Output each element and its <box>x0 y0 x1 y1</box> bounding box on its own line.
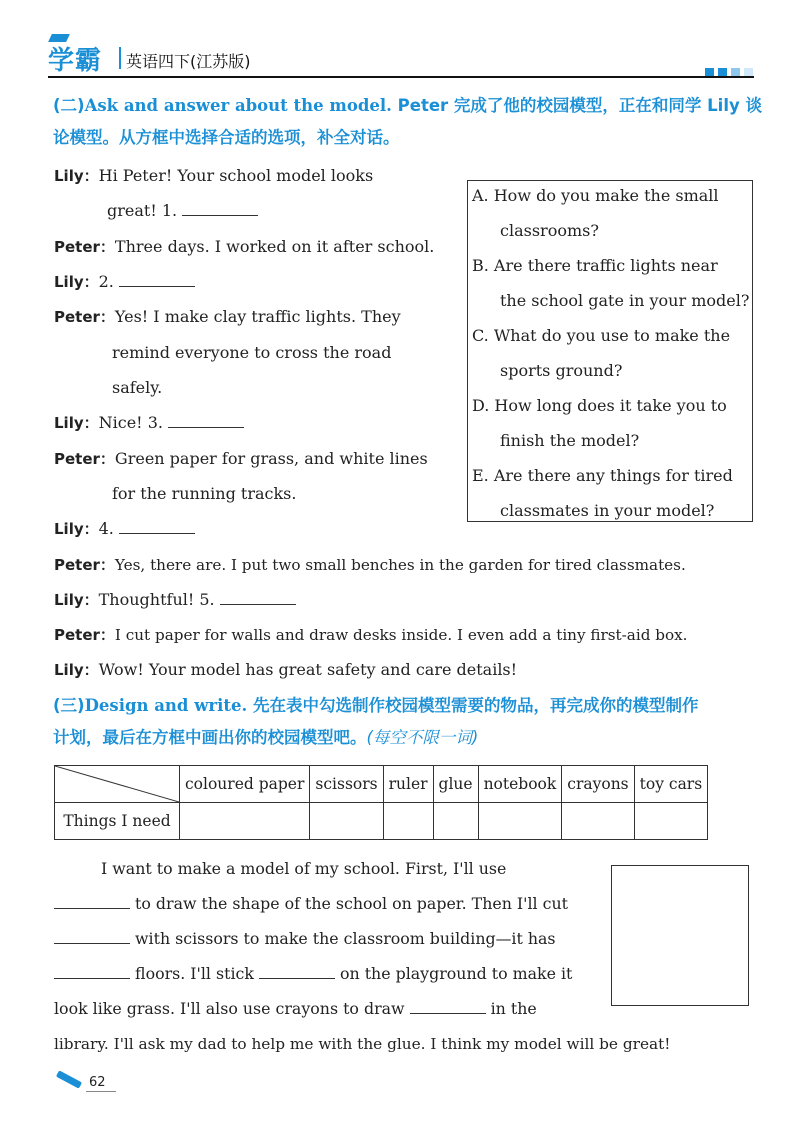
option-d: D. How long does it take you to <box>472 396 727 415</box>
option-a-cont: classrooms? <box>500 221 599 240</box>
answer-blank-4[interactable] <box>119 519 195 534</box>
dialogue-text: I cut paper for walls and draw desks inside. I even add a tiny first-aid box. <box>114 626 688 644</box>
para-line-3 <box>54 929 556 949</box>
check-cell-crayons[interactable] <box>562 803 634 840</box>
table-row <box>55 803 708 840</box>
para-text: in the <box>490 999 537 1018</box>
dialogue-text: Hi Peter! Your school model looks <box>98 166 374 185</box>
section-3-title <box>53 690 763 754</box>
dialogue-line <box>54 272 195 292</box>
para-text: to draw the shape of the school on paper. Then I'll cut <box>135 894 568 913</box>
speaker-label: Lily： <box>54 273 99 291</box>
check-cell-notebook[interactable] <box>478 803 562 840</box>
dialogue-line <box>54 413 244 433</box>
dialogue-text: safely. <box>112 378 163 397</box>
speaker-label: Lily： <box>54 520 99 538</box>
section-3-title-zh-2: 计划，最后在方框中画出你的校园模型吧。 <box>53 728 367 747</box>
dialogue-line <box>54 237 434 257</box>
writing-blank-2[interactable] <box>54 929 130 944</box>
para-line-5 <box>54 999 537 1019</box>
dialogue-line <box>54 555 686 575</box>
dialogue-text: 2. <box>98 272 114 291</box>
table-header-row <box>55 766 708 803</box>
pencil-icon <box>56 1070 82 1088</box>
dialogue-line <box>54 625 688 645</box>
dialogue-line <box>54 166 373 186</box>
para-text: floors. I'll stick <box>135 964 254 983</box>
para-line-6: library. I'll ask my dad to help me with the glue. I think my model will be great! <box>54 1035 671 1053</box>
para-text: on the playground to make it <box>340 964 573 983</box>
speaker-label: Lily： <box>54 167 99 185</box>
option-b-cont: the school gate in your model? <box>500 291 750 310</box>
section-2-number: (二) <box>53 96 85 115</box>
footer-rule <box>86 1091 116 1092</box>
speaker-label: Lily： <box>54 661 99 679</box>
dialogue-text: Thoughtful! 5. <box>98 590 215 609</box>
para-text: look like grass. I'll also use crayons to draw <box>54 999 405 1018</box>
speaker-label: Peter： <box>54 556 115 574</box>
speaker-label: Peter： <box>54 626 115 644</box>
option-d-cont: finish the model? <box>500 431 640 450</box>
dialogue-line <box>54 449 428 469</box>
header-divider <box>119 47 121 69</box>
header-toy-cars: toy cars <box>634 766 708 803</box>
section-2-title-zh-2: 论模型。从方框中选择合适的选项，补全对话。 <box>53 128 400 147</box>
speaker-label: Peter： <box>54 308 115 326</box>
dialogue-line <box>54 590 296 610</box>
para-line-1: I want to make a model of my school. First, I'll use <box>101 859 507 878</box>
speaker-label: Peter： <box>54 450 115 468</box>
section-3-title-en: Design and write. <box>84 696 248 715</box>
drawing-box[interactable] <box>611 865 749 1006</box>
dialogue-text: Yes! I make clay traffic lights. They <box>114 307 401 326</box>
dialogue-line <box>112 343 391 363</box>
answer-blank-1[interactable] <box>182 201 258 216</box>
section-3-title-zh-1: 先在表中勾选制作校园模型需要的物品，再完成你的模型制作 <box>247 696 699 715</box>
dialogue-text: remind everyone to cross the road <box>112 343 392 362</box>
dialogue-text: Wow! Your model has great safety and care details! <box>98 660 518 679</box>
answer-blank-5[interactable] <box>220 590 296 605</box>
option-b: B. Are there traffic lights near <box>472 256 718 275</box>
check-cell-glue[interactable] <box>433 803 478 840</box>
section-3-number: (三) <box>53 696 85 715</box>
dialogue-text: Three days. I worked on it after school. <box>114 237 435 256</box>
dialogue-line <box>54 519 195 539</box>
para-line-2 <box>54 894 568 914</box>
dialogue-text: Yes, there are. I put two small benches in the garden for tired classmates. <box>114 556 686 574</box>
dialogue-text: Nice! 3. <box>98 413 163 432</box>
dialogue-line <box>107 201 258 221</box>
answer-blank-2[interactable] <box>119 272 195 287</box>
section-3-note: (每空不限一词) <box>366 728 479 747</box>
answer-blank-3[interactable] <box>168 413 244 428</box>
option-e: E. Are there any things for tired <box>472 466 733 485</box>
para-line-4 <box>54 964 572 984</box>
speaker-label: Lily： <box>54 414 99 432</box>
writing-blank-1[interactable] <box>54 894 130 909</box>
writing-blank-4[interactable] <box>259 964 335 979</box>
diagonal-line <box>55 766 179 802</box>
speaker-label: Peter： <box>54 238 115 256</box>
header-ruler: ruler <box>383 766 433 803</box>
header-scissors: scissors <box>310 766 383 803</box>
option-c-cont: sports ground? <box>500 361 623 380</box>
header-glue: glue <box>433 766 478 803</box>
header-notebook: notebook <box>478 766 562 803</box>
header-decoration-squares <box>705 62 757 81</box>
header-crayons: crayons <box>562 766 634 803</box>
writing-blank-3[interactable] <box>54 964 130 979</box>
dialogue-line <box>54 660 517 680</box>
table-corner-cell <box>55 766 180 803</box>
para-text: with scissors to make the classroom building—it has <box>135 929 556 948</box>
writing-blank-5[interactable] <box>410 999 486 1014</box>
check-cell-ruler[interactable] <box>383 803 433 840</box>
check-cell-toy-cars[interactable] <box>634 803 708 840</box>
dialogue-line <box>112 484 296 504</box>
dialogue-text: Green paper for grass, and white lines <box>114 449 428 468</box>
dialogue-text: great! 1. <box>107 201 178 220</box>
book-title: 英语四下(江苏版) <box>126 52 251 71</box>
section-2-title-en: Ask and answer about the model. <box>84 96 392 115</box>
dialogue-text: for the running tracks. <box>112 484 297 503</box>
dialogue-line <box>112 378 162 398</box>
option-e-cont: classmates in your model? <box>500 501 715 520</box>
options-box <box>467 180 753 522</box>
brand-logo: 学霸 <box>48 46 103 76</box>
speaker-label: Lily： <box>54 591 99 609</box>
row-label: Things I need <box>55 803 180 840</box>
check-cell-scissors[interactable] <box>310 803 383 840</box>
header-rule <box>48 76 754 78</box>
option-c: C. What do you use to make the <box>472 326 731 345</box>
option-a: A. How do you make the small <box>472 186 719 205</box>
section-2-title <box>53 90 763 154</box>
page-number: 62 <box>89 1075 106 1090</box>
dialogue-text: 4. <box>98 519 114 538</box>
dialogue-line <box>54 307 401 327</box>
check-cell-coloured-paper[interactable] <box>180 803 310 840</box>
items-table <box>54 765 708 840</box>
section-2-title-zh-1: Peter 完成了他的校园模型，正在和同学 Lily 谈 <box>391 96 762 115</box>
header-coloured-paper: coloured paper <box>180 766 310 803</box>
